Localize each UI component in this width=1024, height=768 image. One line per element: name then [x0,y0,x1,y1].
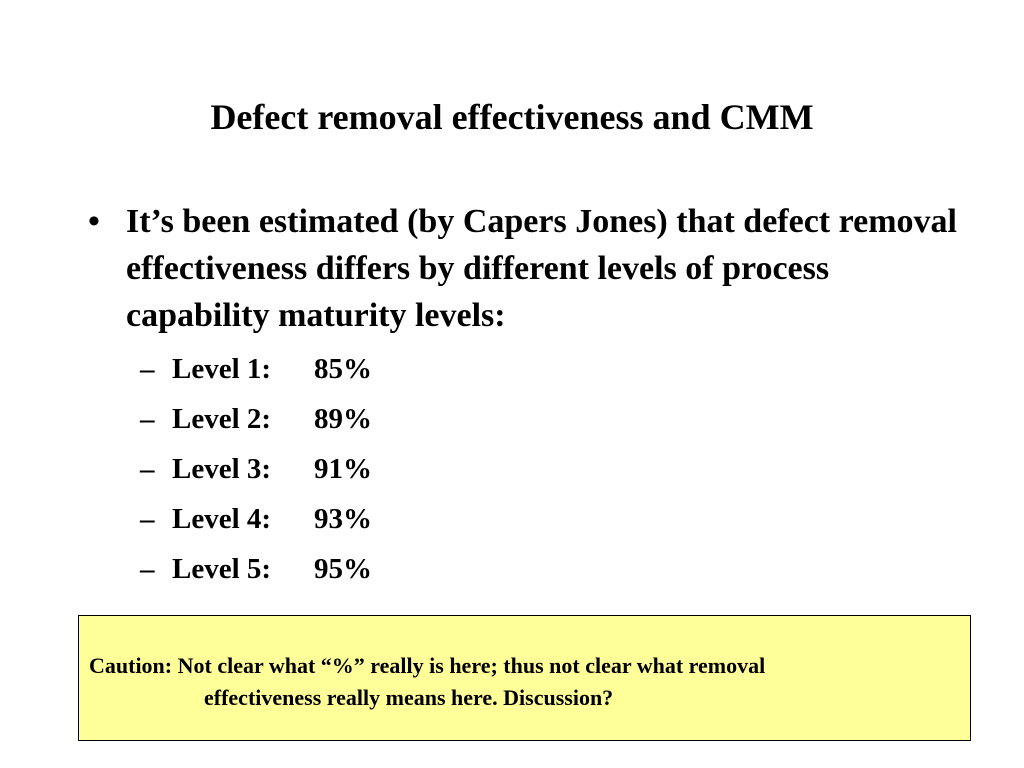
list-item-level-1 [140,344,372,394]
list-item-level-5 [140,544,372,594]
dash-marker: – [140,553,155,585]
level-label: Level 3: [172,453,272,485]
main-bullet [88,198,978,339]
caution-box [78,615,971,741]
level-label: Level 4: [172,503,272,535]
dash-marker: – [140,403,155,435]
level-value: 93% [314,503,372,535]
level-label: Level 2: [172,403,272,435]
level-label: Level 5: [172,553,272,585]
slide-title: Defect removal effectiveness and CMM [210,97,814,137]
list-item-level-3 [140,444,372,494]
level-label: Level 1: [172,353,272,385]
list-item-level-4 [140,494,372,544]
level-value: 91% [314,453,372,485]
caution-text-line-1: Caution: Not clear what “%” really is here; thus not clear what removal [89,653,766,678]
maturity-level-list [140,344,372,594]
level-value: 85% [314,353,372,385]
bullet-marker: • [88,203,100,240]
list-item-level-2 [140,394,372,444]
level-value: 89% [314,403,372,435]
dash-marker: – [140,453,155,485]
bullet-text: It’s been estimated (by Capers Jones) that defect removal effectiveness differs by different levels of process capability maturity levels: [126,203,957,334]
dash-marker: – [140,503,155,535]
caution-text-line-2: effectiveness really means here. Discussion? [204,685,614,710]
level-value: 95% [314,553,372,585]
dash-marker: – [140,353,155,385]
